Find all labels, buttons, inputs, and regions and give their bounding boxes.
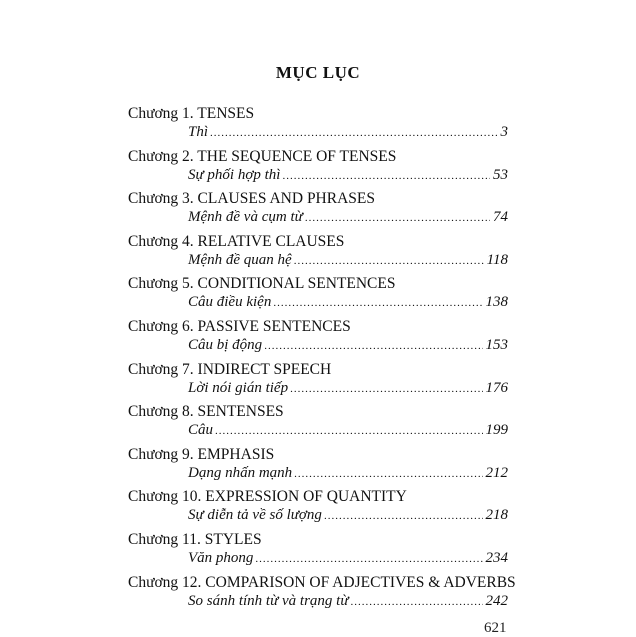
chapter-subtitle: Dạng nhấn mạnh (188, 464, 293, 481)
chapter-page-number: 199 (485, 422, 508, 439)
dot-leader (273, 293, 482, 313)
toc-leader-line (188, 548, 508, 569)
toc-leader-line (188, 122, 508, 143)
toc-entry (128, 487, 508, 530)
chapter-subtitle: So sánh tính từ và trạng từ (188, 592, 349, 609)
chapter-heading: Chương 1. TENSES (128, 105, 255, 122)
toc-leader-line (188, 463, 508, 484)
toc-entry (128, 445, 508, 488)
chapter-page-number: 176 (485, 379, 508, 396)
toc-entry (128, 360, 508, 403)
chapter-subtitle: Thì (188, 124, 209, 140)
toc-leader-line (188, 505, 508, 526)
chapter-subtitle: Mệnh đề quan hệ (188, 251, 292, 268)
dot-leader (351, 592, 483, 612)
toc-leader-line (188, 591, 508, 612)
toc-entry (128, 317, 508, 360)
chapter-subtitle: Câu điều kiện (188, 294, 272, 311)
chapter-heading: Chương 5. CONDITIONAL SENTENCES (128, 275, 396, 293)
chapter-page-number: 74 (493, 209, 508, 226)
chapter-page-number: 218 (485, 507, 508, 524)
dot-leader (294, 464, 482, 484)
table-of-contents (128, 104, 516, 615)
chapter-subtitle: Mệnh đề và cụm từ (188, 209, 303, 226)
dot-leader (290, 379, 482, 399)
toc-entry (128, 530, 508, 573)
toc-entry (128, 402, 508, 445)
dot-leader (210, 123, 497, 143)
toc-leader-line (188, 207, 508, 228)
toc-leader-line (188, 250, 508, 271)
chapter-heading: Chương 2. THE SEQUENCE OF TENSES (128, 147, 397, 165)
chapter-subtitle: Sự phối hợp thì (188, 166, 281, 183)
toc-entry (128, 147, 508, 190)
chapter-heading: Chương 3. CLAUSES AND PHRASES (128, 190, 375, 208)
chapter-heading: Chương 9. EMPHASIS (128, 445, 275, 463)
chapter-subtitle: Câu bị động (188, 336, 263, 353)
dot-leader (294, 251, 484, 271)
toc-entry (128, 189, 508, 232)
chapter-heading: Chương 10. EXPRESSION OF QUANTITY (128, 488, 407, 506)
chapter-page-number: 234 (485, 549, 508, 566)
chapter-subtitle: Văn phong (188, 549, 254, 566)
page-footer-number: 621 (484, 620, 507, 636)
chapter-page-number: 138 (485, 294, 508, 311)
toc-leader-line (188, 165, 508, 186)
dot-leader (255, 549, 482, 569)
toc-entry (128, 573, 516, 616)
page-title: MỤC LỤC (275, 63, 361, 82)
chapter-heading: Chương 12. COMPARISON OF ADJECTIVES & ADVERBS (128, 573, 516, 591)
toc-leader-line (188, 292, 508, 313)
toc-entry (128, 274, 508, 317)
chapter-page-number: 212 (485, 464, 508, 481)
dot-leader (282, 166, 490, 186)
chapter-subtitle: Sự diễn tả về số lượng (188, 507, 322, 524)
chapter-heading: Chương 6. PASSIVE SENTENCES (128, 317, 351, 335)
chapter-heading: Chương 4. RELATIVE CLAUSES (128, 232, 345, 250)
chapter-subtitle: Lời nói gián tiếp (188, 379, 289, 396)
dot-leader (305, 208, 490, 228)
chapter-page-number: 118 (486, 251, 508, 268)
chapter-page-number: 242 (485, 592, 508, 609)
toc-entry (128, 104, 508, 147)
chapter-heading: Chương 11. STYLES (128, 530, 262, 548)
chapter-heading: Chương 7. INDIRECT SPEECH (128, 360, 332, 378)
chapter-page-number: 3 (500, 124, 508, 140)
toc-leader-line (188, 420, 508, 441)
chapter-heading: Chương 8. SENTENSES (128, 403, 284, 421)
toc-leader-line (188, 335, 508, 356)
chapter-subtitle: Câu (188, 422, 214, 439)
dot-leader (264, 336, 482, 356)
toc-leader-line (188, 378, 508, 399)
chapter-page-number: 53 (493, 166, 508, 183)
chapter-page-number: 153 (485, 336, 508, 353)
dot-leader (215, 421, 482, 441)
toc-entry (128, 232, 508, 275)
dot-leader (324, 506, 483, 526)
